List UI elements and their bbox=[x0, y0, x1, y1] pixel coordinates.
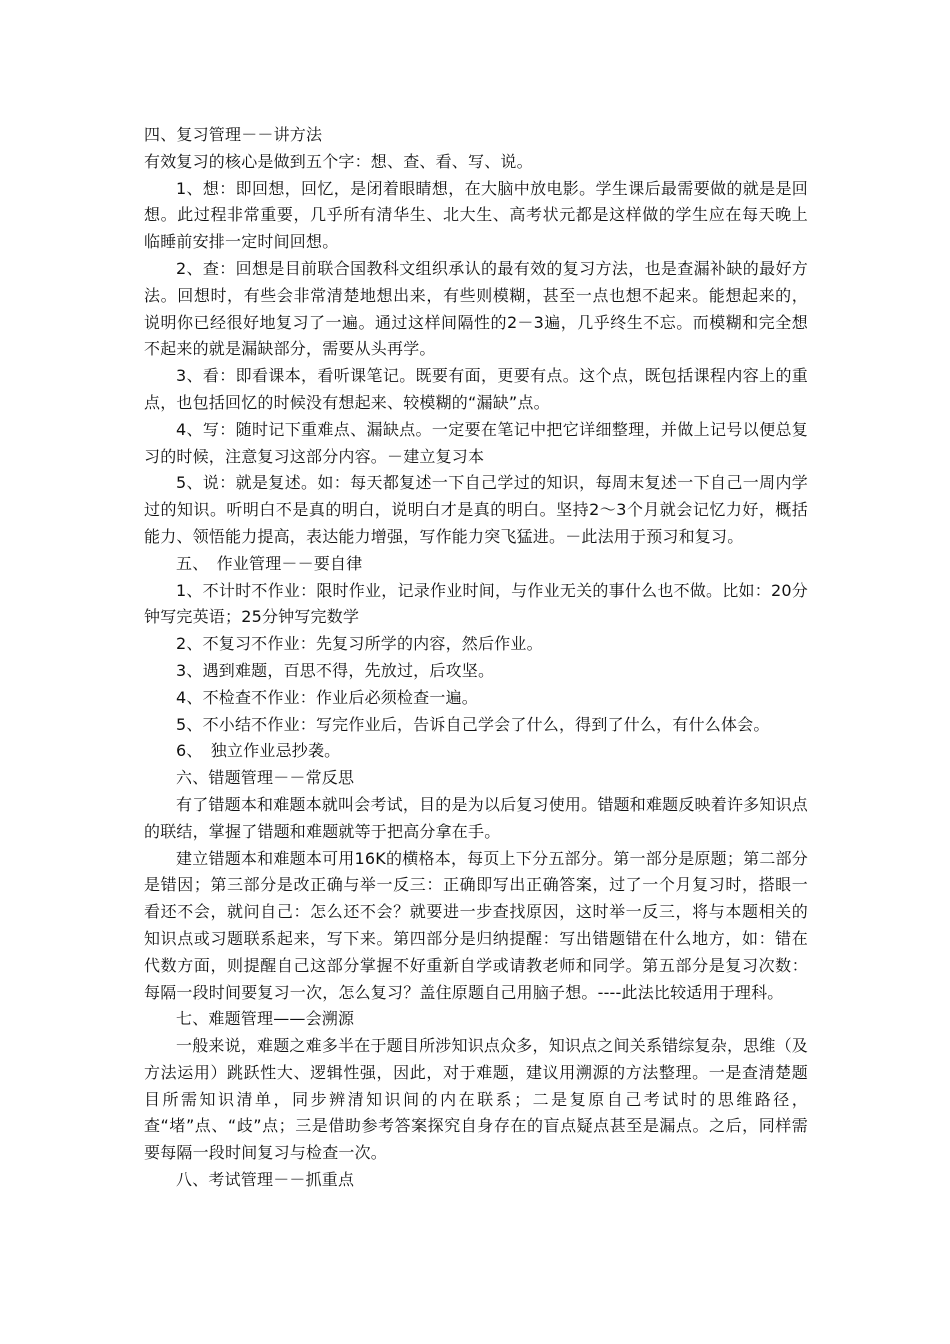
section-heading-difficult: 七、难题管理——会溯源 bbox=[176, 1009, 355, 1029]
review-item-think: 1、想：即回想，回忆，是闭着眼睛想，在大脑中放电影。学生课后最需要做的就是是回想。此过程非常重要，几乎所有清华生、北大生、高考状元都是这样做的学生应在每天晚上临睡前安排一定时间回想。 bbox=[144, 178, 808, 252]
review-item-check: 2、查：回想是目前联合国教科文组织承认的最有效的复习方法，也是查漏补缺的最好方法。回想时，有些会非常清楚地想出来，有些则模糊，甚至一点也想不起来。能想起来的，说明你已经很好地复习了一遍。通过这样间隔性的2－3遍，几乎终生不忘。而模糊和完全想不起来的就是漏缺部分，需要从头再学。 bbox=[144, 258, 808, 359]
difficult-paragraph: 一般来说，难题之难多半在于题目所涉知识点众多，知识点之间关系错综复杂，思维（及方法运用）跳跃性大、逻辑性强，因此，对于难题，建议用溯源的方法整理。一是查清楚题目所需知识清单，同步辨清知识间的内在联系；二是复原自己考试时的思维路径，查“堵”点、“歧”点；三是借助参考答案探究自身存在的盲点疑点甚至是漏点。之后，同样需要每隔一段时间复习与检查一次。 bbox=[144, 1036, 808, 1163]
section-heading-mistakes: 六、错题管理－－常反思 bbox=[176, 768, 355, 788]
homework-item-5: 5、不小结不作业：写完作业后，告诉自己学会了什么，得到了什么，有什么体会。 bbox=[176, 714, 770, 734]
homework-item-4: 4、不检查不作业：作业后必须检查一遍。 bbox=[176, 687, 478, 707]
review-item-speak: 5、说：就是复述。如：每天都复述一下自己学过的知识，每周末复述一下自己一周内学过的知识。听明白不是真的明白，说明白才是真的明白。坚持2～3个月就会记忆力好，概括能力、领悟能力提高，表达能力增强，写作能力突飞猛进。－此法用于预习和复习。 bbox=[144, 473, 808, 546]
homework-item-6: 6、 独立作业忌抄袭。 bbox=[176, 741, 341, 761]
mistakes-paragraph-1: 有了错题本和难题本就叫会考试，目的是为以后复习使用。错题和难题反映着许多知识点的联结，掌握了错题和难题就等于把高分拿在手。 bbox=[144, 794, 808, 841]
review-item-write: 4、写：随时记下重难点、漏缺点。一定要在笔记中把它详细整理，并做上记号以便总复习的时候，注意复习这部分内容。－建立复习本 bbox=[144, 419, 808, 466]
homework-item-2: 2、不复习不作业：先复习所学的内容，然后作业。 bbox=[176, 634, 543, 654]
section-heading-review: 四、复习管理－－讲方法 bbox=[144, 125, 323, 144]
review-intro: 有效复习的核心是做到五个字：想、查、看、写、说。 bbox=[144, 151, 533, 171]
review-item-look: 3、看：即看课本，看听课笔记。既要有面，更要有点。这个点，既包括课程内容上的重点，也包括回忆的时候没有想起来、较模糊的“漏缺”点。 bbox=[144, 366, 808, 412]
homework-item-1: 1、不计时不作业：限时作业，记录作业时间，与作业无关的事什么也不做。比如：20分钟写完英语；25分钟写完数学 bbox=[144, 580, 808, 627]
document-body bbox=[144, 122, 808, 1194]
homework-item-3: 3、遇到难题，百思不得，先放过，后攻坚。 bbox=[176, 660, 495, 680]
mistakes-paragraph-2: 建立错题本和难题本可用16K的横格本，每页上下分五部分。第一部分是原题；第二部分是错因；第三部分是改正确与举一反三：正确即写出正确答案，过了一个月复习时，搭眼一看还不会，就问自己：怎么还不会？就要进一步查找原因，这时举一反三，将与本题相关的知识点或习题联系起来，写下来。第四部分是归纳提醒：写出错题错在什么地方，如：错在代数方面，则提醒自己这部分掌握不好重新自学或请教老师和同学。第五部分是复习次数：每隔一段时间要复习一次，怎么复习？盖住原题自己用脑子想。----此法比较适用于理科。 bbox=[144, 848, 808, 1002]
section-heading-exam: 八、考试管理－－抓重点 bbox=[176, 1170, 355, 1190]
section-heading-homework: 五、 作业管理－－要自律 bbox=[176, 553, 363, 573]
